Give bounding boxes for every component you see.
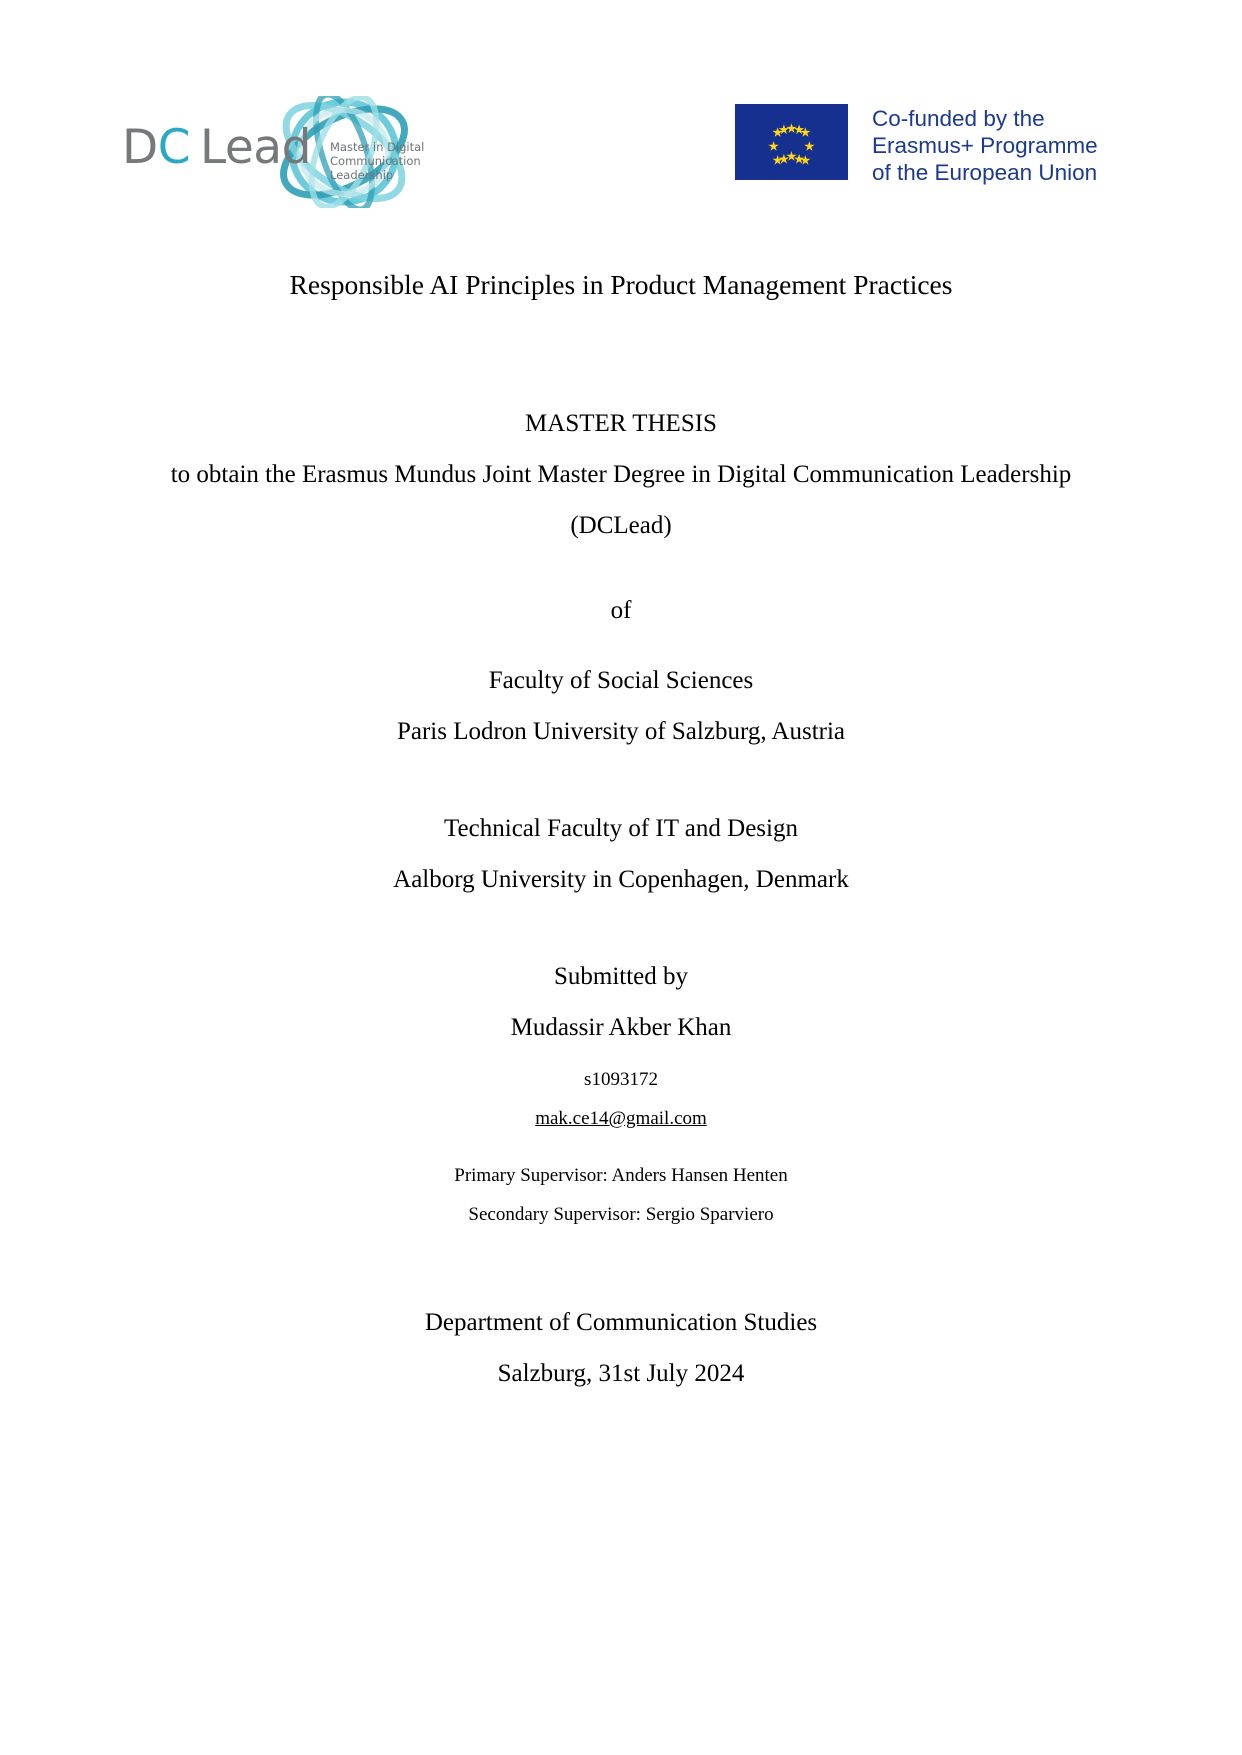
salzburg-university: Paris Lodron University of Salzburg, Austria — [396, 718, 846, 745]
dclead-wordmark-lead: Lead — [200, 120, 311, 175]
author-email-row — [0, 1099, 1242, 1138]
secondary-supervisor: Secondary Supervisor: Sergio Sparviero — [468, 1204, 774, 1225]
degree-abbreviation: (DCLead) — [570, 512, 672, 539]
supervisors-block — [0, 1156, 1242, 1234]
dclead-tagline — [330, 140, 424, 182]
author-name: Mudassir Akber Khan — [510, 1014, 732, 1041]
logo-header-row — [0, 78, 1242, 208]
of-connector — [0, 585, 1242, 636]
dclead-tagline-line-3: Leadership — [330, 168, 394, 182]
erasmus-funding-text — [872, 104, 1098, 186]
primary-supervisor: Primary Supervisor: Anders Hansen Henten — [454, 1165, 788, 1186]
dclead-wordmark — [122, 120, 311, 175]
erasmus-plus-logo — [735, 104, 1098, 194]
thesis-title: Responsible AI Principles in Product Management Practices — [289, 269, 953, 300]
degree-block — [0, 398, 1242, 551]
dclead-tagline-line-2: Communication — [330, 154, 421, 168]
student-id: s1093172 — [584, 1069, 658, 1090]
erasmus-text-line-1: Co-funded by the — [872, 106, 1045, 131]
dclead-tagline-line-1: Master in Digital — [330, 140, 425, 154]
author-email-link[interactable]: mak.ce14@gmail.com — [535, 1108, 707, 1129]
institution-aalborg-block — [0, 803, 1242, 905]
salzburg-faculty: Faculty of Social Sciences — [488, 667, 754, 694]
aalborg-faculty: Technical Faculty of IT and Design — [444, 815, 798, 842]
place-and-date: Salzburg, 31st July 2024 — [497, 1360, 745, 1387]
author-block — [0, 951, 1242, 1053]
european-union-flag-icon — [735, 104, 848, 180]
dclead-logo — [118, 96, 468, 208]
institution-salzburg-block — [0, 655, 1242, 757]
thesis-type-label: MASTER THESIS — [525, 410, 717, 437]
aalborg-university: Aalborg University in Copenhagen, Denmark — [393, 866, 849, 893]
department-name: Department of Communication Studies — [424, 1309, 818, 1336]
submitted-by-label: Submitted by — [553, 963, 689, 990]
of-label: of — [610, 597, 632, 624]
dclead-wordmark-dc: DC — [122, 120, 191, 175]
author-contact-block — [0, 1060, 1242, 1138]
erasmus-text-line-3: of the European Union — [872, 160, 1098, 185]
department-date-block — [0, 1297, 1242, 1399]
degree-description: to obtain the Erasmus Mundus Joint Master Degree in Digital Communication Leadership — [170, 461, 1072, 488]
erasmus-text-line-2: Erasmus+ Programme — [872, 133, 1098, 158]
